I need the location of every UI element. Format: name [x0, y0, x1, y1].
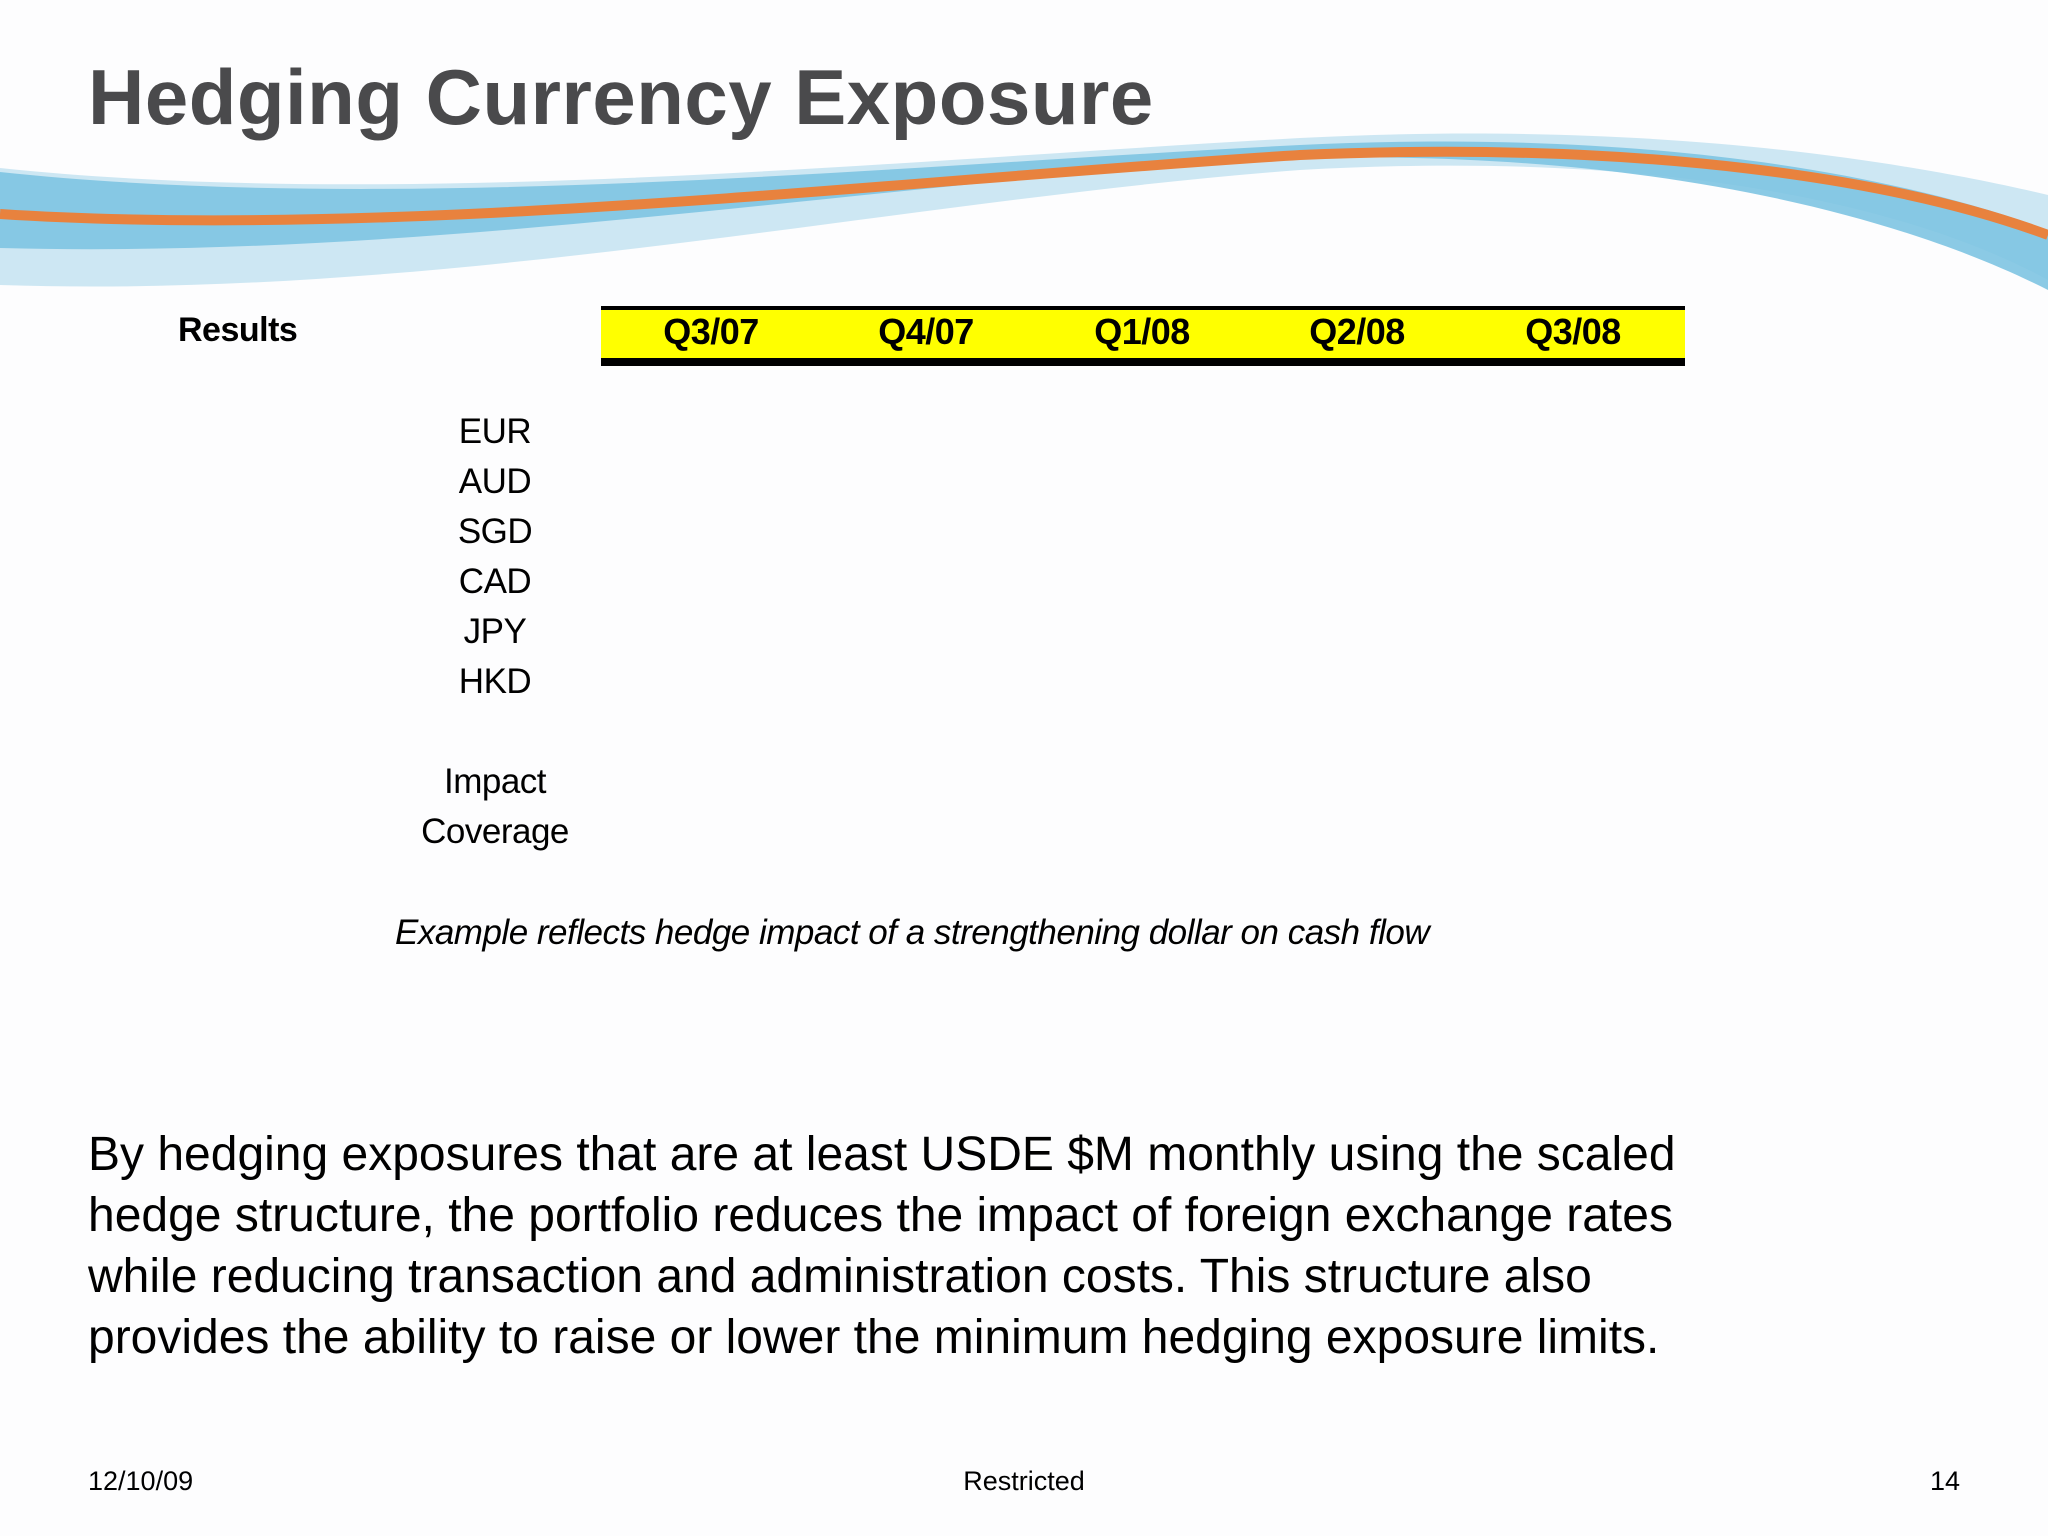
slide-title: Hedging Currency Exposure	[88, 53, 1154, 141]
body-paragraph	[88, 1124, 1948, 1368]
body-line: hedge structure, the portfolio reduces the impact of foreign exchange rates	[88, 1189, 1673, 1242]
table-footnote: Example reflects hedge impact of a strengthening dollar on cash flow	[395, 913, 1430, 952]
currency-row-label: AUD	[458, 462, 532, 501]
currency-row-label: CAD	[458, 562, 532, 601]
impact-row-label: Impact	[443, 762, 547, 801]
quarter-header: Q4/07	[878, 311, 974, 352]
footer-date: 12/10/09	[88, 1466, 194, 1496]
decorative-swoosh	[0, 120, 2048, 320]
body-line: By hedging exposures that are at least USDE $M monthly using the scaled	[88, 1128, 1676, 1181]
currency-row-label: SGD	[457, 512, 533, 551]
quarter-header: Q3/08	[1525, 311, 1621, 352]
currency-row-label: EUR	[458, 412, 532, 451]
currency-row-label: HKD	[458, 662, 532, 701]
quarter-header: Q3/07	[663, 311, 759, 352]
footer-page-number: 14	[1929, 1466, 1960, 1496]
quarter-header: Q2/08	[1309, 311, 1405, 352]
coverage-row-label: Coverage	[421, 812, 569, 851]
currency-row-label: JPY	[463, 612, 527, 651]
body-line: while reducing transaction and administration costs. This structure also	[88, 1250, 1592, 1303]
footer-classification: Restricted	[963, 1466, 1085, 1496]
body-line: provides the ability to raise or lower the minimum hedging exposure limits.	[88, 1311, 1660, 1364]
quarter-header: Q1/08	[1094, 311, 1190, 352]
results-label: Results	[178, 311, 298, 349]
